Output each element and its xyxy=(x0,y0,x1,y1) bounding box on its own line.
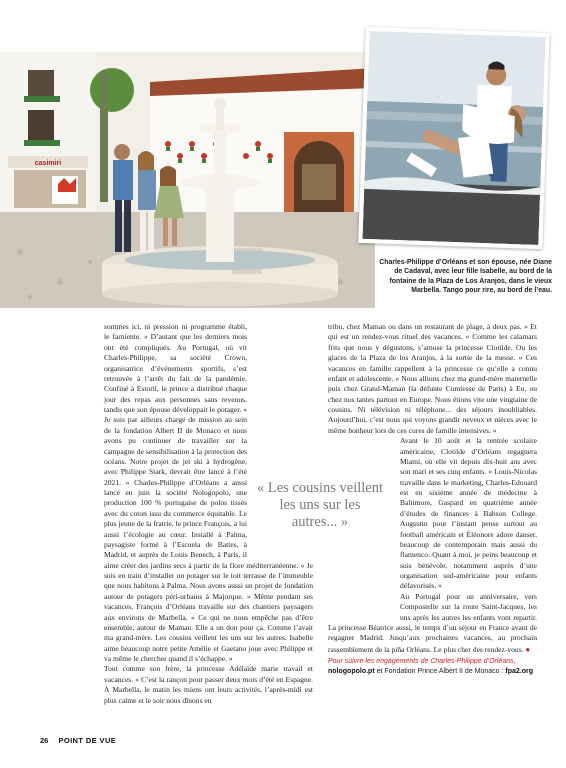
body-paragraph: Avant le 10 août et la rentrée scolaire américaine, Clotilde d’Orléans regagnera Miami, où elle vit depuis dix-huit ans avec son mari et ses cinq enfants. « Louis-Nicolas travaille dans le marketing, Charles-Edouard est en sixième année de médecine à Baltimore, Gaspard en quatrième année d’études de finances à Babson College. Augustin pour l’instant pense surtout au football américain et Éléonore adore danser, beaucoup de contemporain mais aussi du flamenco. Quant à moi, je peins beaucoup et suis bénévole, notamment auprès d’une organisation sud-américaine pour enfants défavorisés. » xyxy=(400,436,537,591)
body-paragraph: sommes ici, ni pression ni programme établi, le farniente. » D’autant que les derniers mois ont été compliqués. Au Portugal, où vit Charles-Philippe, sa société Crown, organisatrice d’événements sportifs, s’est retrouvée à l’arrêt du fait de la pandémie. Confiné à Estoril, le prince a distribué chaque jour des repas aux personnes sans revenus, tandis que son épouse développait le potager. « Je suis par ailleurs chargé de mission au sein de la fondation Albert II de Monaco et nous avons pu continuer de travailler sur la campagne de sensibilisation à la protection des océans. Notre projet de jet ski à hydrogène, avec Philippe Stark, devrait être lancé à l’été 2021. » Charles-Philippe d’Orléans a aussi lancé en juin la société Nologopolo, une production 100 % portugaise de polos tissés avec du coton issu du commerce équitable. Le plus jeune de la fratrie, le prince François, a lui aussi l’écologie au cœur. Installé à Palma, paysagiste formé à l’Escuela de Battes, à Madrid, et auprès de Louis Benech, à Paris, il aime créer des jardins secs à partir de la flore méditerranéenne. « Je suis en train d’installer un potager sur le toit terrasse de l’immeuble que nous habitons à Palma. Nous avons aussi un projet de fondation autour de potagers péri-urbains à Majorque. » Même pendant ses vacances, François d’Orléans travaille sur des chantiers paysagers aux environs de Marbella. « Ce qui ne nous empêche pas d’être ensemble, autour de Maman. Elle a un don pour ça. Comme l’avait ma grand-mère. Les cousins veillent les uns sur les autres. Isabelle aime beaucoup notre petite Amélie et Gaetano joue avec Philippe et va même le chercher quand il s’échappe. » xyxy=(104,322,313,663)
photo-caption: Charles-Philippe d’Orléans et son épouse, née Diane de Cadaval, avec leur fille Isabelle, au bord de la fontaine de la Plaza de Los Aranjos, dans le vieux Marbella. Tango pour rire, au bord de l’eau. xyxy=(379,259,552,295)
inset-photo-illustration xyxy=(362,31,545,245)
links-note xyxy=(328,657,537,677)
page-footer xyxy=(40,736,116,745)
links-lead: Pour suivre les engagements de Charles-Philippe d’Orléans, xyxy=(328,658,516,665)
links-middle: et Fondation Prince Albert II de Monaco : xyxy=(376,668,504,676)
main-photo-illustration xyxy=(0,52,375,308)
link-nologopolo[interactable]: nologopolo.pt xyxy=(328,668,375,676)
magazine-brand: POINT DE VUE xyxy=(58,736,117,745)
main-photo xyxy=(0,52,375,308)
closing-paragraph-text: Au Portugal pour un anniversaire, vers Compostelle sur la route Saint-Jacques, les uns après les autres les enfants vont repartir. La princesse Béatrice aussi, le temps d’un séjour en France avant de regagner Madrid. Jusqu’aux prochaines vacances, au prochain rassemblement de la piña Orléans. Le plus cher des rendez-vous. xyxy=(328,591,537,654)
pull-quote: « Les cousins veillent les uns sur les autres... » xyxy=(255,478,385,535)
end-mark: ● xyxy=(525,644,531,654)
body-paragraph: tribu, chez Maman ou dans un restaurant de plage, à deux pas. » Et qui est un rendez-vous rituel des vacances. « Comme les calamars frits que nous y dégustons, s’amuse la princesse Clotilde. Ou les glaces de la Plaza de los Aranjos, à la sortie de la messe. » Ces vacances en famille rappellent à la princesse ce qu’elle a connu enfant et adolescente. « Nous allions chez ma grand-mère maternelle puis chez Grand-Maman (la défunte Comtesse de Paris) à Eu, ou chez nos tantes partout en Europe. Nous étions vite une vingtaine de cousins. Ni télévision ni téléphone... des séjours inoubliables. Aujourd’hui, c’est nous qui voyons grandir neveux et nièces avec le même bonheur lors de ces cures de famille intensives. » xyxy=(328,322,537,435)
link-fpa2[interactable]: fpa2.org xyxy=(505,668,534,676)
body-paragraph: Tout comme son frère, la princesse Adélaïde marie travail et vacances. « C’est la rançon pour passer deux mois d’été en Espagne. À Marbella, le matin les miens ont leurs activités, l’après-midi est plus calme et le soir nous dînons en xyxy=(104,664,313,705)
inset-photo xyxy=(358,27,549,249)
page-number: 26 xyxy=(40,736,49,745)
shop-sign: casimiri xyxy=(34,160,62,167)
